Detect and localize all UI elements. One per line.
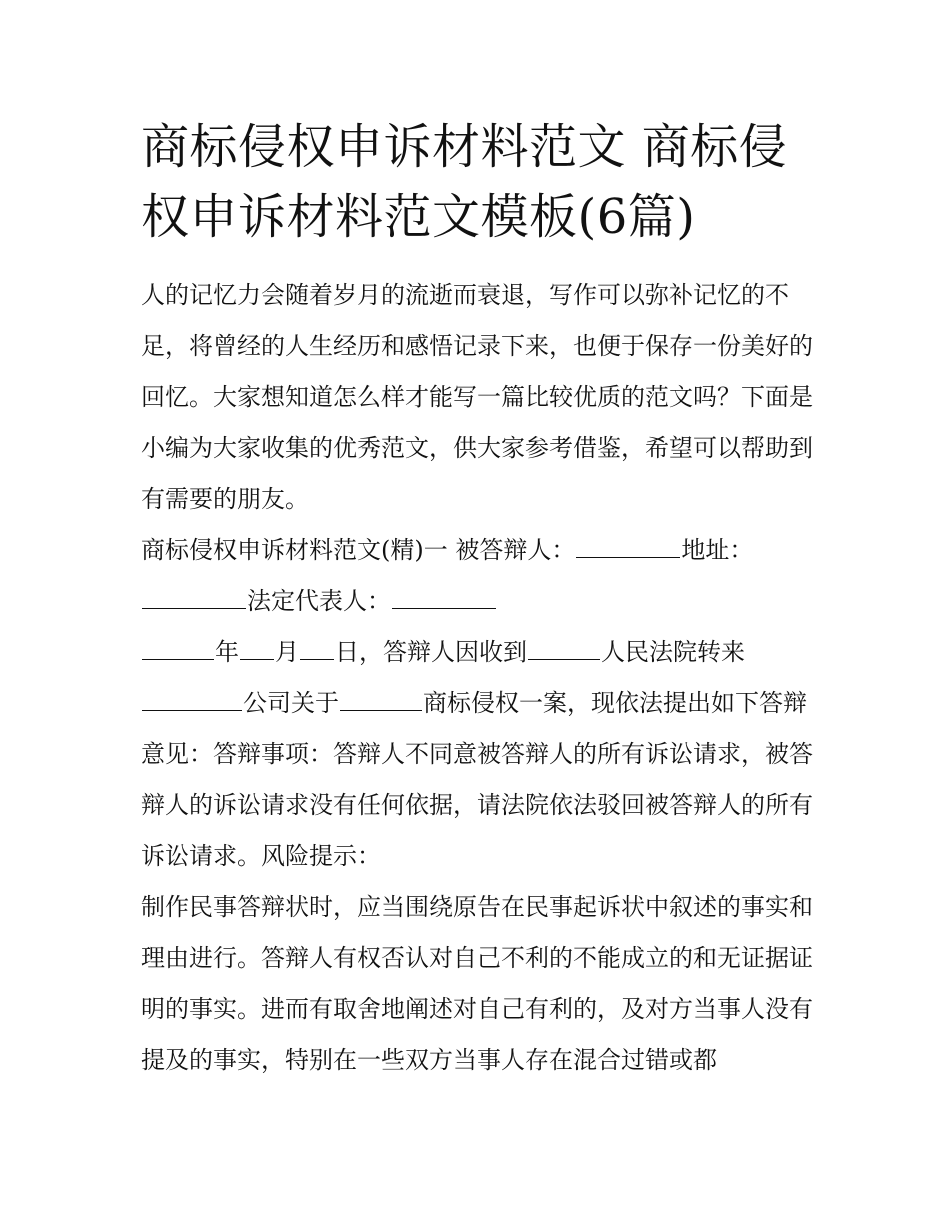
month-label: 月 xyxy=(275,638,299,666)
document-title: 商标侵权申诉材料范文 商标侵权申诉材料范文模板(6篇) xyxy=(141,119,788,245)
company-blank xyxy=(142,688,242,711)
intro-paragraph: 人的记忆力会随着岁月的流逝而衰退，写作可以弥补记忆的不足，将曾经的人生经历和感悟记录下来，也便于保存一份美好的回忆。大家想知道怎么样才能写一篇比较优质的范文吗？下面是小编为大家收集的优秀范文，供大家参考借鉴，希望可以帮助到有需要的朋友。 xyxy=(141,281,813,513)
respondent-blank xyxy=(576,535,680,558)
risk-paragraph: 制作民事答辩状时，应当围绕原告在民事起诉状中叙述的事实和理由进行。答辩人有权否认对自己不利的不能成立的和无证据证明的事实。进而有取舍地阐述对自己有利的，及对方当事人没有提及的事实，特别在一些双方当事人存在混合过错或都 xyxy=(141,893,813,1074)
address-blank xyxy=(142,586,246,609)
document-content xyxy=(141,112,821,1086)
year-label: 年 xyxy=(215,638,239,666)
legal-rep-label: 法定代表人： xyxy=(247,587,391,615)
day-blank xyxy=(300,637,334,660)
trademark-blank xyxy=(340,688,422,711)
address-label: 地址： xyxy=(681,536,754,564)
day-text: 日，答辩人因收到 xyxy=(335,638,527,666)
court-blank xyxy=(528,637,600,660)
form-heading: 商标侵权申诉材料范文(精)一 被答辩人： xyxy=(141,536,576,564)
year-blank xyxy=(142,637,214,660)
answer-body-paragraph xyxy=(141,627,821,882)
case-text: 商标侵权一案，现依法提出如下答辩意见：答辩事项：答辩人不同意被答辩人的所有诉讼请求，被答辩人的诉讼请求没有任何依据，请法院依法驳回被答辩人的所有诉讼请求。风险提示： xyxy=(141,689,813,870)
legal-rep-blank xyxy=(392,586,496,609)
court-text: 人民法院转来 xyxy=(601,638,745,666)
answer-form-paragraph xyxy=(141,525,821,627)
company-text: 公司关于 xyxy=(243,689,339,717)
month-blank xyxy=(240,637,274,660)
